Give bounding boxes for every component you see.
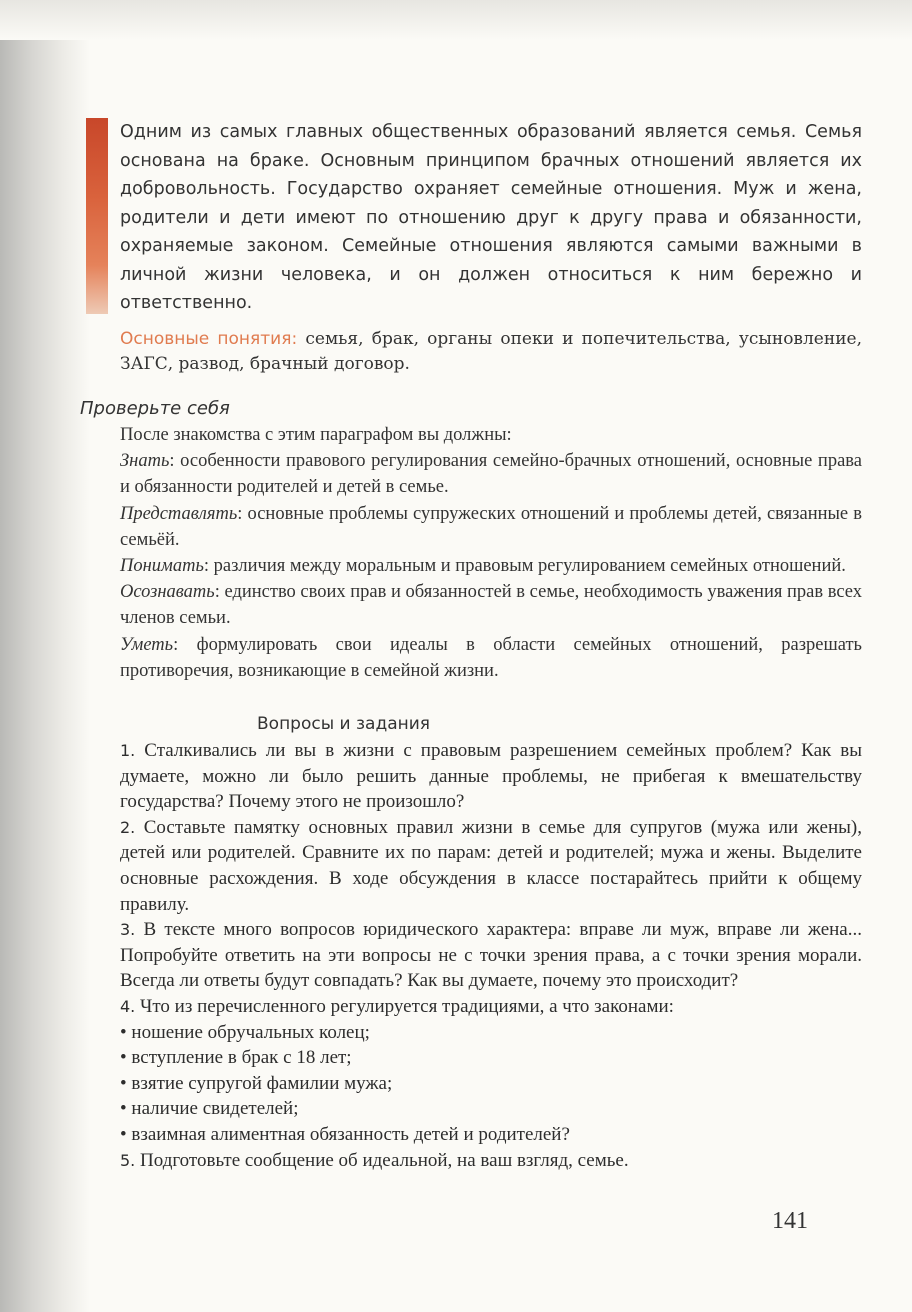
questions-section: [120, 738, 862, 1173]
check-term: Представлять: [120, 503, 238, 524]
check-term: Понимать: [120, 556, 204, 577]
key-concepts: [120, 327, 862, 377]
check-item-realize: Осознавать: единство своих прав и обязанностей в семье, необходимость уважения прав всех членов семьи.: [120, 582, 862, 629]
list-item: • ношение обручальных колец;: [120, 1021, 370, 1043]
check-term: Знать: [120, 451, 170, 472]
top-shadow: [0, 0, 912, 40]
check-intro: После знакомства с этим параграфом вы должны:: [120, 425, 512, 445]
question-2: 2. Составьте памятку основных правил жизни в семье для супругов (мужа или жены), детей или родителей. Сравните их по парам: детей и родителей; мужа и жены. Выделите основные расхождения. В ходе обсуждения в классе постарайтесь прийти к общему правилу.: [120, 816, 862, 915]
question-4-list: [120, 1020, 862, 1148]
check-item-understand: Понимать: различия между моральным и правовым регулированием семейных отношений.: [120, 556, 846, 577]
questions-heading: Вопросы и задания: [257, 714, 431, 734]
check-item-know: Знать: особенности правового регулирования семейно-брачных отношений, основные права и обязанности родителей и детей в семье.: [120, 451, 862, 498]
list-item: • взаимная алиментная обязанность детей и родителей?: [120, 1123, 570, 1145]
check-item-be-able: Уметь: формулировать свои идеалы в области семейных отношений, разрешать противоречия, возникающие в семейной жизни.: [120, 634, 862, 681]
list-item: • вступление в брак с 18 лет;: [120, 1047, 352, 1069]
question-3: 3. В тексте много вопросов юридического характера: вправе ли муж, вправе ли жена... Попробуйте ответить на эти вопросы не с точки зрения права, а с точки зрения морали. Всегда ли ответы будут совпадать? Как вы думаете, почему это происходит?: [120, 919, 862, 992]
intro-paragraph: Одним из самых главных общественных образований является семья. Семья основана на браке. Основным принципом брачных отношений является их добровольность. Государство охраняет семейные отношения. Муж и жена, родители и дети имеют по отношению друг к другу права и обязанности, охраняемые законом. Семейные отношения являются самыми важными в личной жизни человека, и он должен относиться к ним бережно и ответственно.: [120, 122, 862, 313]
page-number: 141: [772, 1208, 808, 1234]
check-yourself-section: [120, 422, 862, 684]
question-4: 4. Что из перечисленного регулируется традициями, а что законами:: [120, 995, 674, 1017]
question-1: 1. Сталкивались ли вы в жизни с правовым разрешением семейных проблем? Как вы думаете, можно ли было решить данные проблемы, не прибегая к вмешательству государства? Почему этого не произошло?: [120, 740, 863, 813]
binding-shadow: [0, 0, 90, 1312]
list-item: • наличие свидетелей;: [120, 1098, 299, 1120]
check-term: Осознавать: [120, 582, 215, 603]
check-yourself-heading: Проверьте себя: [80, 398, 230, 419]
accent-bar: [86, 118, 108, 314]
key-concepts-text: семья, брак, органы опеки и попечительства, усыновление, ЗАГС, развод, брачный договор.: [120, 329, 862, 374]
list-item: • взятие супругой фамилии мужа;: [120, 1072, 393, 1094]
check-term: Уметь: [120, 634, 174, 655]
question-5: 5. Подготовьте сообщение об идеальной, на ваш взгляд, семье.: [120, 1149, 629, 1171]
key-concepts-label: Основные понятия:: [120, 329, 298, 349]
check-item-represent: Представлять: основные проблемы супружеских отношений и проблемы детей, связанные в семьёй.: [120, 503, 862, 550]
